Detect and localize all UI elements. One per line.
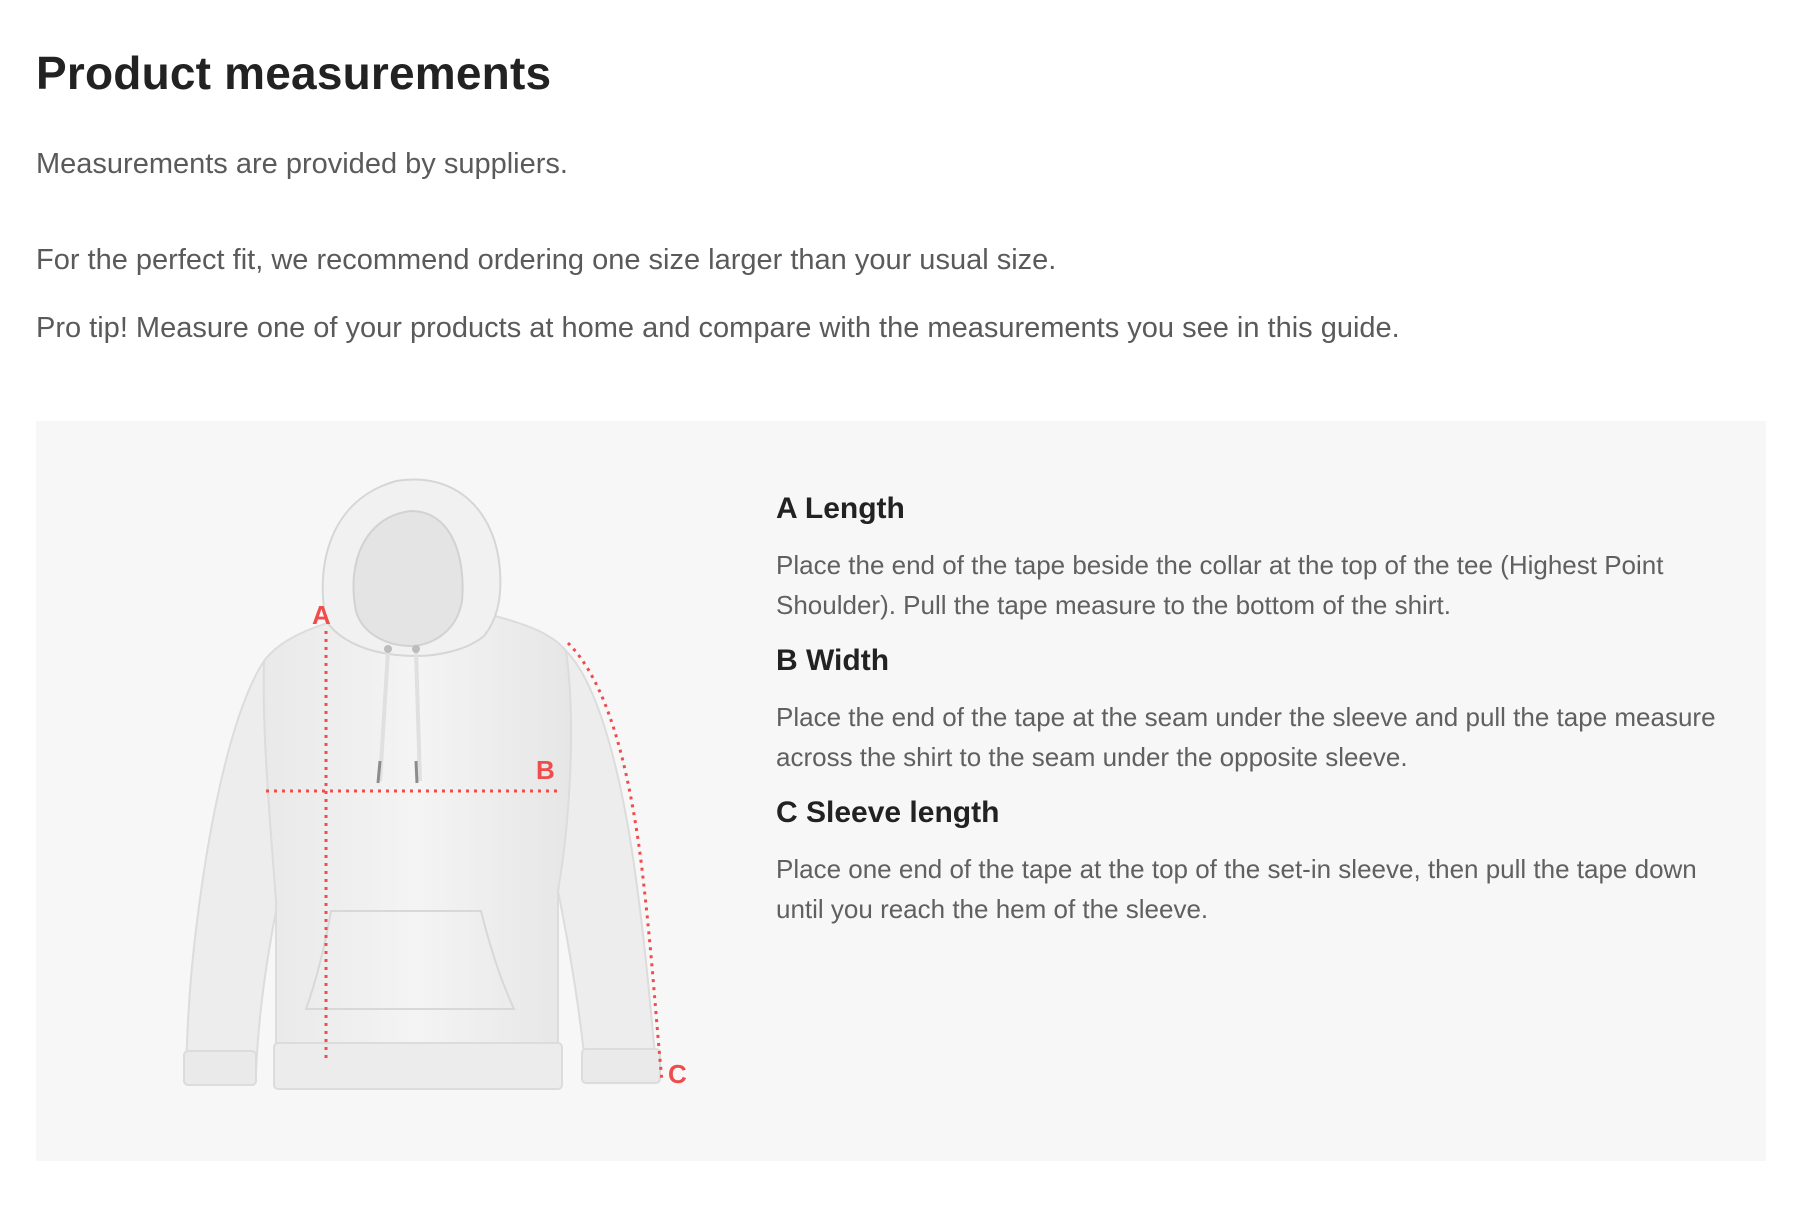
label-b: B xyxy=(536,755,555,785)
intro-pro-tip-text: Pro tip! Measure one of your products at home and compare with the measurements you see in this guide. xyxy=(36,312,1400,344)
hoodie-left-cuff xyxy=(184,1051,256,1085)
hoodie-diagram xyxy=(166,461,766,1141)
hoodie-aglet-left xyxy=(378,761,380,783)
hoodie-grommet-right xyxy=(412,645,420,653)
measurement-length xyxy=(776,491,1736,625)
hoodie-waistband xyxy=(274,1043,562,1089)
measurement-width-description: Place the end of the tape at the seam under the sleeve and pull the tape measure across the shirt to the seam under the opposite sleeve. xyxy=(776,702,1716,772)
hoodie-illustration xyxy=(166,461,766,1141)
measurement-length-description: Place the end of the tape beside the collar at the top of the tee (Highest Point Shoulder). Pull the tape measure to the bottom of the shirt. xyxy=(776,550,1664,620)
label-c: C xyxy=(668,1059,687,1089)
measurement-guide-panel xyxy=(36,421,1766,1161)
measurement-sleeve-length-title: C Sleeve length xyxy=(776,796,1000,829)
measurement-sleeve-length-description: Place one end of the tape at the top of the set-in sleeve, then pull the tape down until you reach the hem of the sleeve. xyxy=(776,854,1697,924)
label-a: A xyxy=(312,600,331,630)
measurement-width xyxy=(776,643,1736,777)
measurement-width-title: B Width xyxy=(776,644,890,677)
intro-suppliers-text: Measurements are provided by suppliers. xyxy=(36,148,568,180)
hoodie-grommet-left xyxy=(384,645,392,653)
page-title: Product measurements xyxy=(36,47,552,99)
measurement-length-title: A Length xyxy=(776,492,905,525)
hoodie-aglet-right xyxy=(416,761,417,783)
measurement-sleeve-length xyxy=(776,795,1736,929)
intro-fit-recommendation-text: For the perfect fit, we recommend ordering one size larger than your usual size. xyxy=(36,244,1057,276)
hoodie-right-cuff xyxy=(582,1049,660,1083)
measurement-instructions xyxy=(776,491,1736,947)
